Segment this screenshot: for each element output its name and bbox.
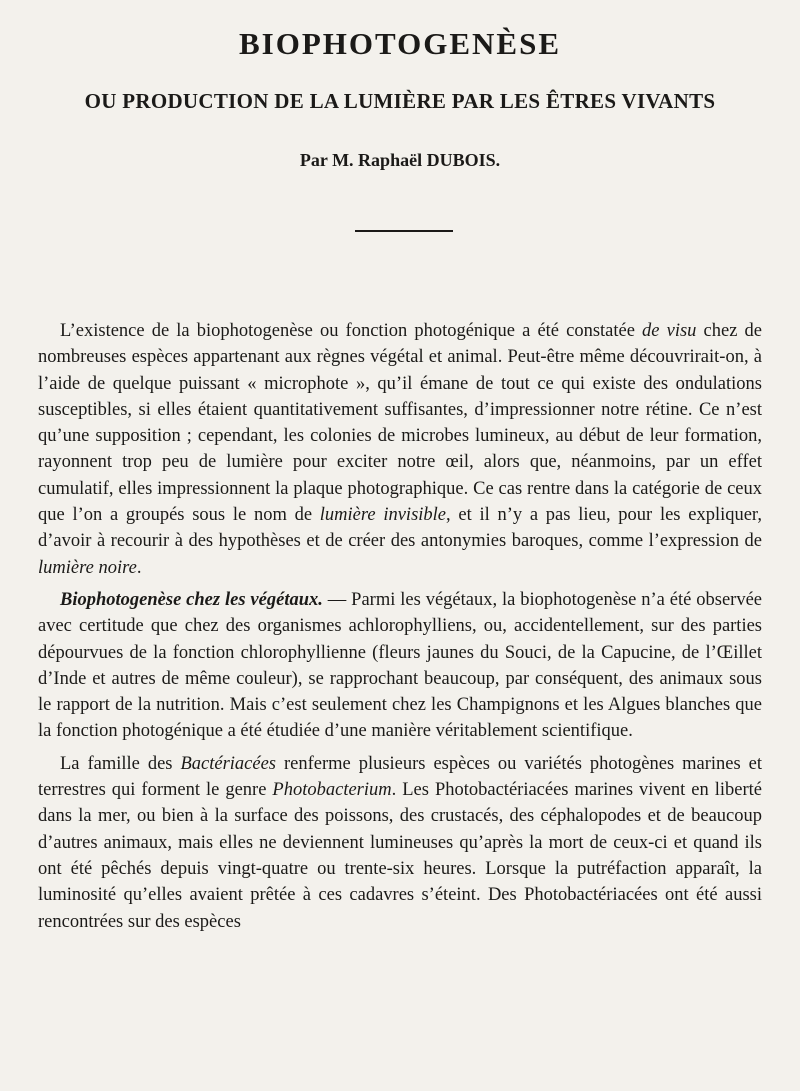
text-run: renferme plusieurs espèces ou variétés photogènes marines et terrestres qui forment le genre bbox=[38, 753, 762, 801]
text-run: . Les Photobactériacées marines vivent en liberté dans la mer, ou bien à la surface des poissons, des crustacés, des céphalopodes et de beaucoup d’autres animaux, mais elles ne deviennent lumineuses qu’après la mort de ceux-ci et quand ils ont été pêchés depuis vingt-quatre ou trente-six heures. Lorsque la putréfaction apparaît, la luminosité qu’elles avaient prêtée à ces cadavres s’éteint. Des Photobactériacées ont été aussi rencontrées sur des espèces bbox=[38, 780, 762, 932]
italic-run: lumière noire bbox=[38, 557, 137, 578]
italic-run: lumière invisible bbox=[319, 505, 447, 526]
text-run: . bbox=[136, 557, 142, 578]
text-run: — Parmi les végétaux, la biophotogenèse n’a été observée avec certitude que chez des organismes achlorophylliens, ou, accidentellement, sur des parties dépourvues de la fonction chlorophyllienne (fleurs jaunes du Souci, de la Capucine, de l’Œillet d’Inde et autres de même couleur), se rapprochant beaucoup, par conséquent, des animaux sous le rapport de la nutrition. Mais c’est seulement chez les Champignons et les Algues blanches que la fonction photogénique a été étudiée d’une manière véritablement scientifique. bbox=[38, 589, 762, 742]
text-run: La famille des bbox=[60, 753, 181, 774]
article-subtitle: OU PRODUCTION DE LA LUMIÈRE PAR LES ÊTRES VIVANTS bbox=[84, 89, 716, 113]
author-byline: Par M. Raphaël DUBOIS. bbox=[299, 150, 501, 170]
article-title: BIOPHOTOGENÈSE bbox=[238, 26, 561, 61]
section-heading: Biophotogenèse chez les végétaux. bbox=[60, 589, 323, 610]
italic-run: de visu bbox=[642, 321, 697, 341]
paragraph-introduction bbox=[38, 318, 762, 581]
italic-run: Bactériacées bbox=[180, 753, 277, 774]
paragraph-bacteriacees bbox=[38, 751, 762, 935]
italic-run: Photobacterium bbox=[272, 780, 392, 801]
paragraph-vegetaux bbox=[38, 587, 762, 745]
text-run: chez de nombreuses espèces appartenant aux règnes végétal et animal. Peut-être même découvrirait-on, à l’aide de quelque puissant « microphote », qu’il émane de tout ce qui existe des ondulations susceptibles, si elles étaient quantitativement suffisantes, d’impressionner notre rétine. Ce n’est qu’une supposition ; cependant, les colonies de microbes lumineux, au début de leur formation, rayonnent trop peu de lumière pour exciter notre œil, alors que, néanmoins, par un effet cumulatif, elles impressionnent la plaque photographique. Ce cas rentre dans la catégorie de ceux que l’on a groupés sous le nom de bbox=[38, 321, 762, 526]
title-divider bbox=[355, 230, 453, 232]
text-run: , et il n’y a pas lieu, pour les expliquer, d’avoir à recourir à des hypothèses et de créer des antonymies baroques, comme l’expression de bbox=[38, 505, 762, 552]
text-run: L’existence de la biophotogenèse ou fonction photogénique a été constatée bbox=[60, 321, 643, 341]
article-body bbox=[38, 318, 762, 935]
